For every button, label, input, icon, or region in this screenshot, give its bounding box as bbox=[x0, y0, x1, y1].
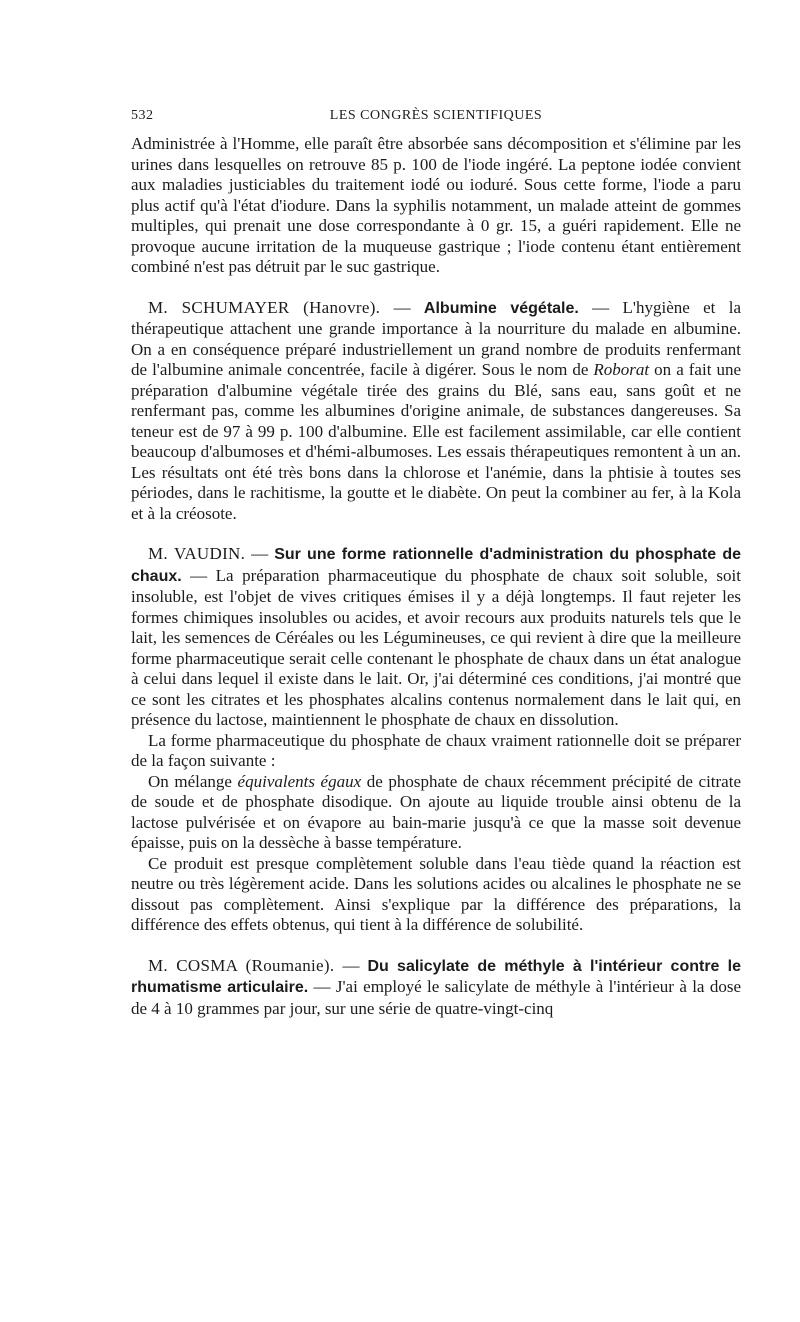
section-text: — J'ai employé le salicylate de méthyle à l'intérieur à la dose de 4 à 10 grammes par jour, sur une série de quatre-vingt-cinq bbox=[131, 977, 741, 1018]
page-number: 532 bbox=[131, 108, 154, 123]
body-text bbox=[131, 134, 741, 1019]
paragraph-text: de phosphate de chaux récemment précipité de citrate de soude et de phosphate disodique. On ajoute au liquide trouble ainsi obtenu de la lactose pulvérisée et on évapore au bain-marie jusqu'à ce que la masse soit devenue épaisse, puis on la dessèche à basse température. bbox=[131, 771, 741, 852]
running-title: LES CONGRÈS SCIENTIFIQUES bbox=[329, 108, 543, 123]
em-dash: — bbox=[380, 297, 424, 317]
author-name: M. COSMA (Roumanie). bbox=[148, 955, 335, 975]
em-dash: — bbox=[245, 544, 275, 563]
section-title: Sur une forme rationnelle d'administration du phosphate de chaux. bbox=[131, 546, 741, 585]
running-head bbox=[131, 108, 741, 130]
author-name: M. VAUDIN. bbox=[148, 544, 246, 563]
author-name: M. SCHUMAYER (Hanovre). bbox=[148, 297, 381, 317]
paragraph-ce-produit: Ce produit est presque complètement soluble dans l'eau tiède quand la réaction est neutre ou très légèrement acide. Dans les solutions acides ou alcalines le phosphate ne se dissout pas complètement. Ainsi s'explique par la différence des préparations, la différence des effets obtenus, qui tient à la différence de solubilité. bbox=[131, 853, 741, 934]
section-vaudin bbox=[131, 544, 741, 731]
paragraph-text: On mélange bbox=[148, 771, 238, 791]
section-title: Albumine végétale. bbox=[423, 299, 579, 317]
section-text: — La préparation pharmaceutique du phosphate de chaux soit soluble, soit insoluble, est l'objet de vives critiques émises il y a déjà longtemps. Il faut rejeter les formes chimiques insolubles ou acides, et avoir recours aux produits naturels tels que le lait, les semences de Céréales ou les Légumineuses, ce qui revient à dire que la meilleure forme pharmaceutique serait celle contenant le phosphate de chaux dans un état analogue à celui dans lequel il existe dans le lait. Or, j'ai déterminé ces conditions, j'ai montré que ce sont les citrates et les phosphates alcalins contenus normalement dans le lait qui, en présence du lactose, maintiennent le phosphate de chaux en dissolution. bbox=[131, 565, 741, 729]
paragraph-melange bbox=[131, 772, 741, 854]
italic-term: équivalents égaux bbox=[237, 771, 362, 791]
section-title: Du salicylate de méthyle à l'intérieur contre le rhumatisme articulaire. bbox=[131, 957, 742, 996]
italic-term: Roborat bbox=[593, 360, 650, 379]
section-text: — L'hygiène et la thérapeutique attachent une grande importance à la nourriture du malade en albumine. On a en conséquence préparé industriellement un grand nombre de produits renfermant de l'albumine animale concentrée, facile à digérer. Sous le nom de bbox=[131, 297, 742, 379]
em-dash: — bbox=[334, 955, 368, 975]
paragraph-peptone-iodee: Administrée à l'Homme, elle paraît être absorbée sans décomposition et s'élimine par les urines dans lesquelles on retrouve 85 p. 100 de l'iode ingéré. La peptone iodée convient aux maladies justiciables du traitement iodé ou ioduré. Sous cette forme, l'iode a paru plus actif qu'à l'état d'iodure. Dans la syphilis notamment, un malade atteint de gommes multiples, qui prenait une dose correspondante à 0 gr. 15, a guéri rapidement. Elle ne provoque aucune irritation de la muqueuse gastrique ; l'iode contenu étant entièrement combiné n'est pas détruit par le suc gastrique. bbox=[131, 134, 741, 276]
paragraph-forme-pharmaceutique: La forme pharmaceutique du phosphate de chaux vraiment rationnelle doit se préparer de la façon suivante : bbox=[131, 730, 741, 770]
document-page bbox=[131, 108, 741, 1019]
section-text: on a fait une préparation d'albumine végétale tirée des grains du Blé, sans eau, sans goût et ne renfermant pas, comme les albumines d'origine animale, de substances dangereuses. Sa teneur est de 97 à 99 p. 100 d'albumine. Elle est facilement assimilable, car elle contient beaucoup d'albumoses et d'hémi-albumoses. Les essais thérapeutiques remontent à un an. Les résultats ont été très bons dans la chlorose et l'anémie, dans la phtisie à toutes ses périodes, dans le rachitisme, la goutte et le diabète. On peut la combiner au fer, à la Kola et à la créosote. bbox=[131, 360, 741, 523]
section-cosma bbox=[131, 956, 741, 1020]
section-schumayer bbox=[131, 298, 741, 525]
